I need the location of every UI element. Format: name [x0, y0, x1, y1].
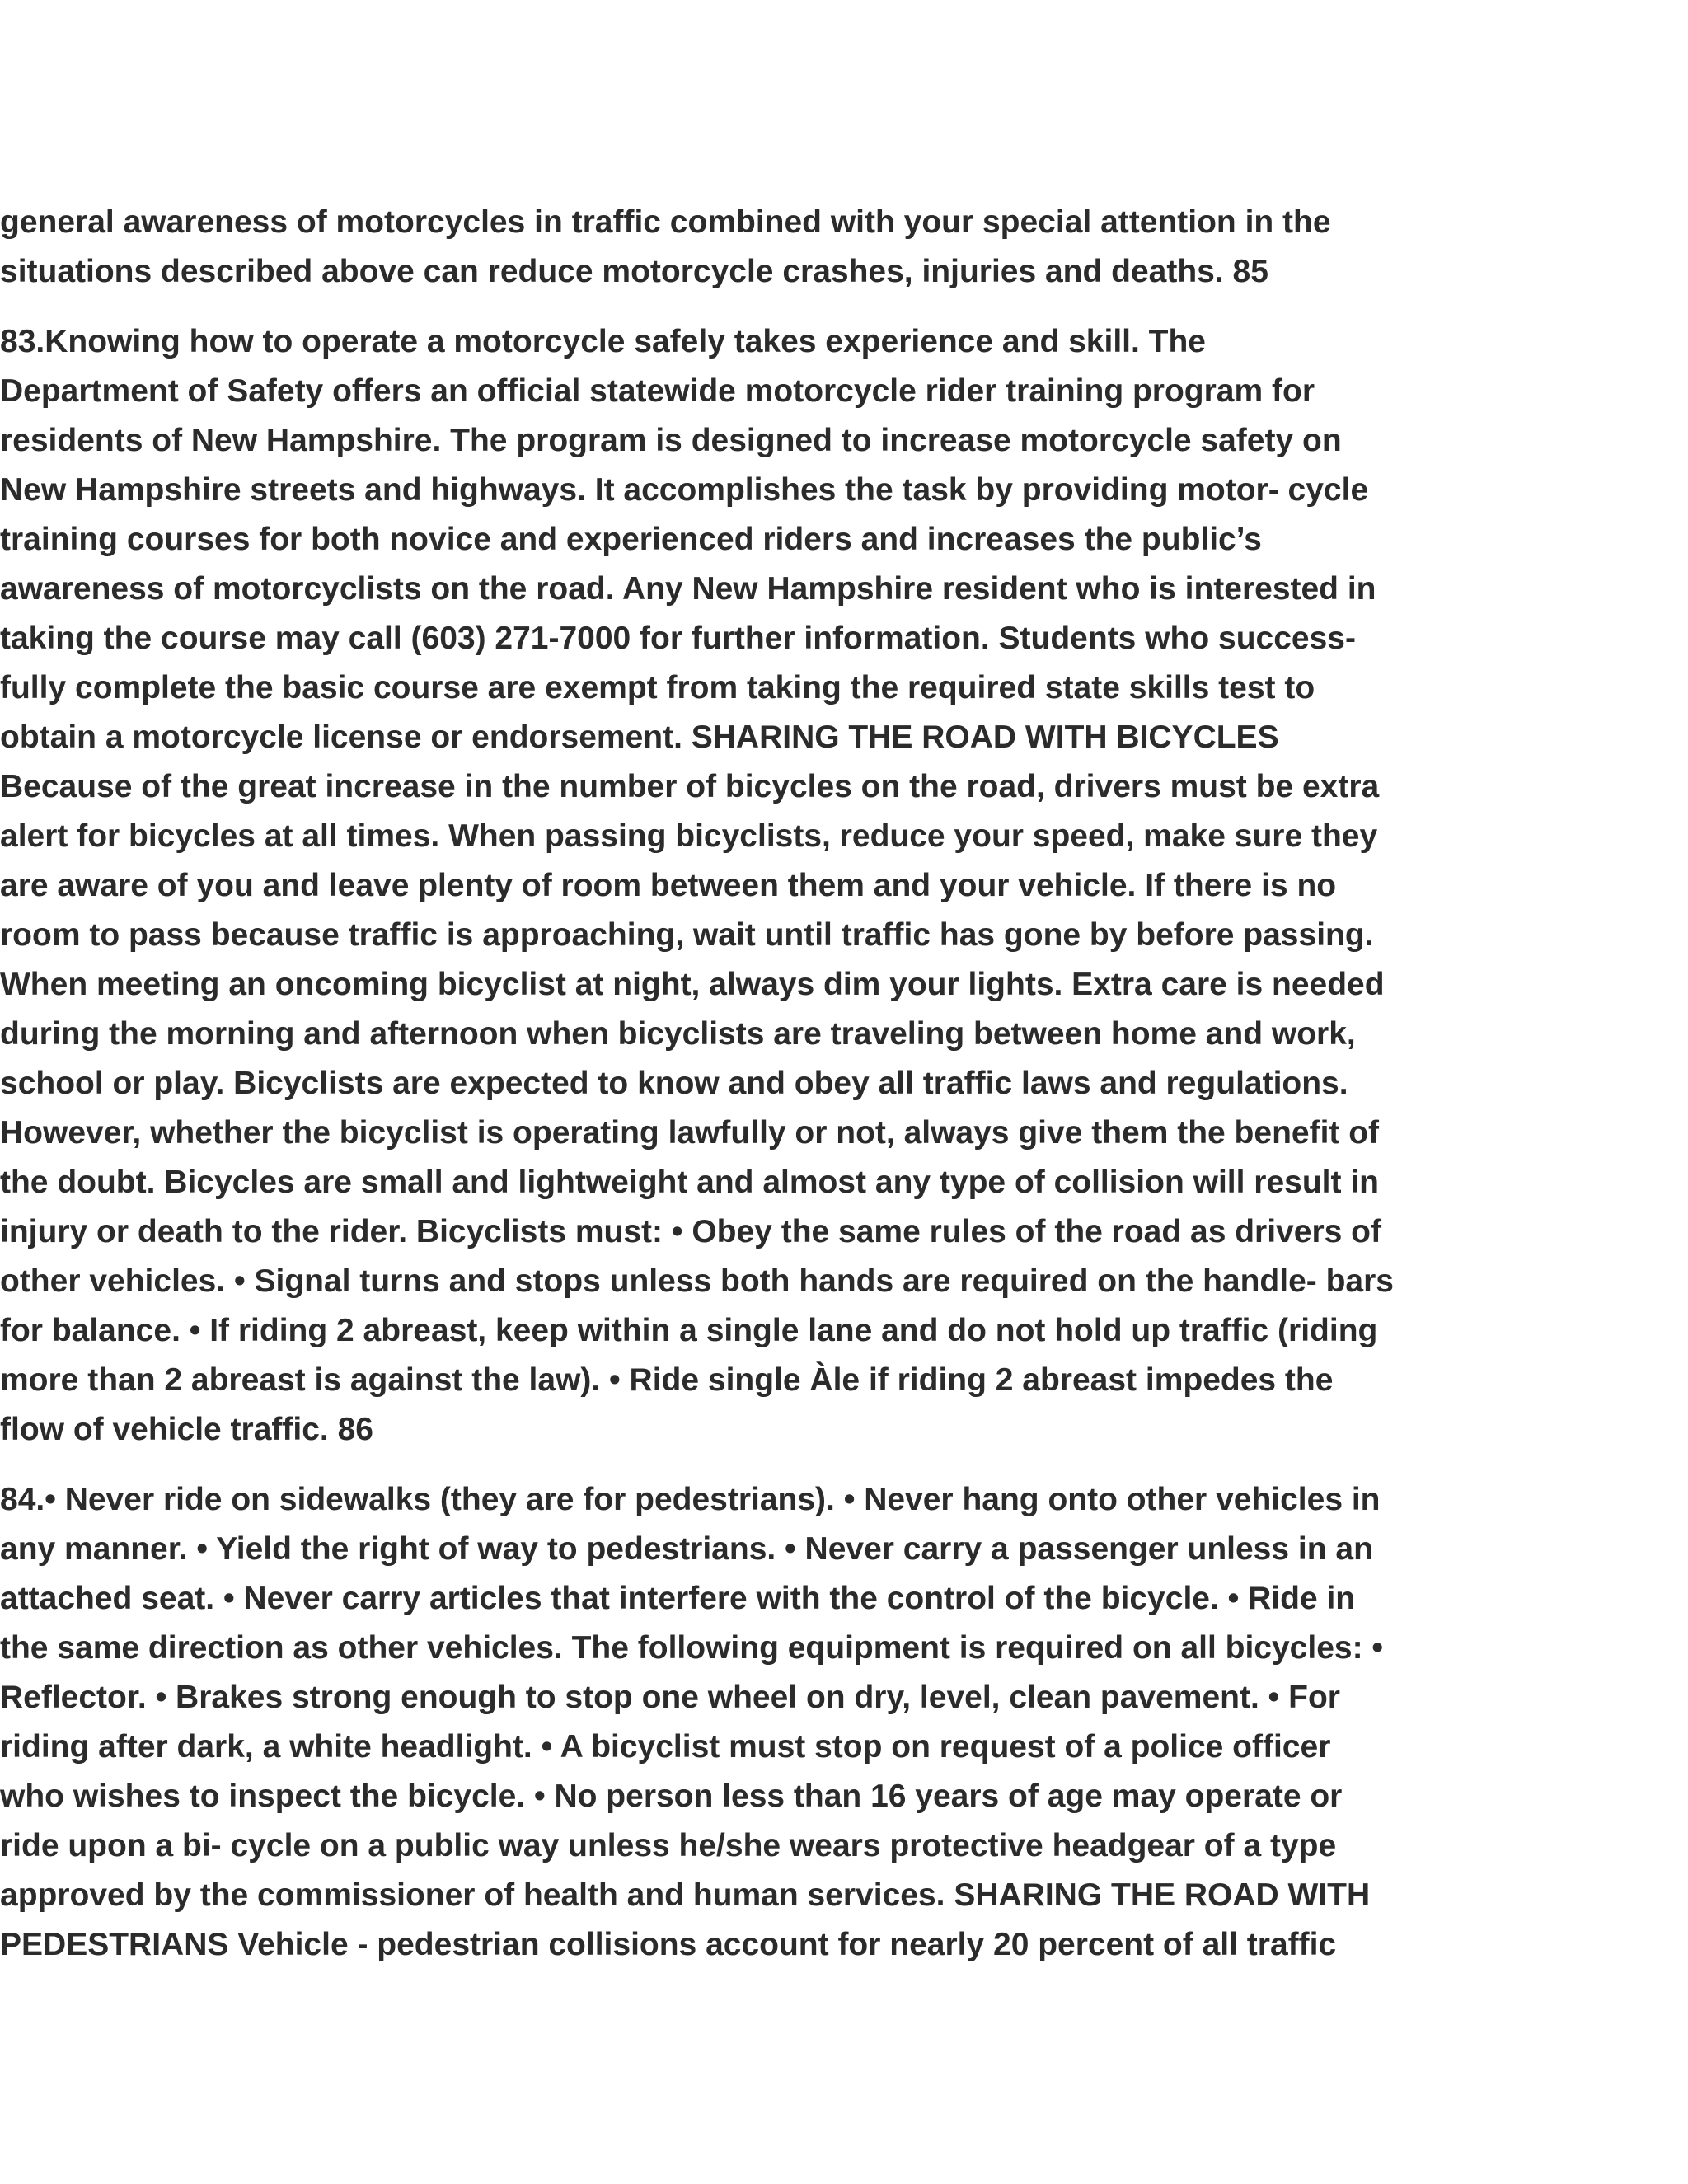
document-page — [0, 198, 1467, 1990]
paragraph-page-85-end: general awareness of motorcycles in traffic combined with your special attention in the situations described above can reduce motorcycle crashes, injuries and deaths. 85 — [0, 204, 1331, 289]
paragraph-page-87: 84.• Never ride on sidewalks (they are for pedestrians). • Never hang onto other vehicles in any manner. • Yield the right of way to pedestrians. • Never carry a passenger unless in an attached seat. • Never carry articles that interfere with the control of the bicycle. • Ride in the same direction as other vehicles. The following equipment is required on all bicycles: • Reflector. • Brakes strong enough to stop one wheel on dry, level, clean pavement. • For riding after dark, a white headlight. • A bicyclist must stop on request of a police officer who wishes to inspect the bicycle. • No person less than 16 years of age may operate or ride upon a bi- cycle on a public way unless he/she wears protective headgear of a type approved by the commissioner of health and human services. SHARING THE ROAD WITH PEDESTRIANS Vehicle - pedestrian collisions account for nearly 20 percent of all traffic — [0, 1482, 1384, 1962]
paragraph-page-86: 83.Knowing how to operate a motorcycle safely takes experience and skill. The Department of Safety offers an official statewide motorcycle rider training program for residents of New Hampshire. The program is designed to increase motorcycle safety on New Hampshire streets and highways. It accomplishes the task by providing motor- cycle training courses for both novice and experienced riders and increases the public’s awareness of motorcyclists on the road. Any New Hampshire resident who is interested in taking the course may call (603) 271-7000 for further information. Students who success- fully complete the basic course are exempt from taking the required state skills test to obtain a motorcycle license or endorsement. SHARING THE ROAD WITH BICYCLES Because of the great increase in the number of bicycles on the road, drivers must be extra alert for bicycles at all times. When passing bicyclists, reduce your speed, make sure they are aware of you and leave plenty of room between them and your vehicle. If there is no room to pass because traffic is approaching, wait until traffic has gone by before passing. When meeting an oncoming bicyclist at night, always dim your lights. Extra care is needed during the morning and afternoon when bicyclists are traveling between home and work, school or play. Bicyclists are expected to know and obey all traffic laws and regulations. However, whether the bicyclist is operating lawfully or not, always give them the benefit of the doubt. Bicycles are small and lightweight and almost any type of collision will result in injury or death to the rider. Bicyclists must: • Obey the same rules of the road as drivers of other vehicles. • Signal turns and stops unless both hands are required on the handle- bars for balance. • If riding 2 abreast, keep within a single lane and do not hold up traffic (riding more than 2 abreast is against the law). • Ride single Àle if riding 2 abreast impedes the flow of vehicle traffic. 86 — [0, 324, 1394, 1447]
